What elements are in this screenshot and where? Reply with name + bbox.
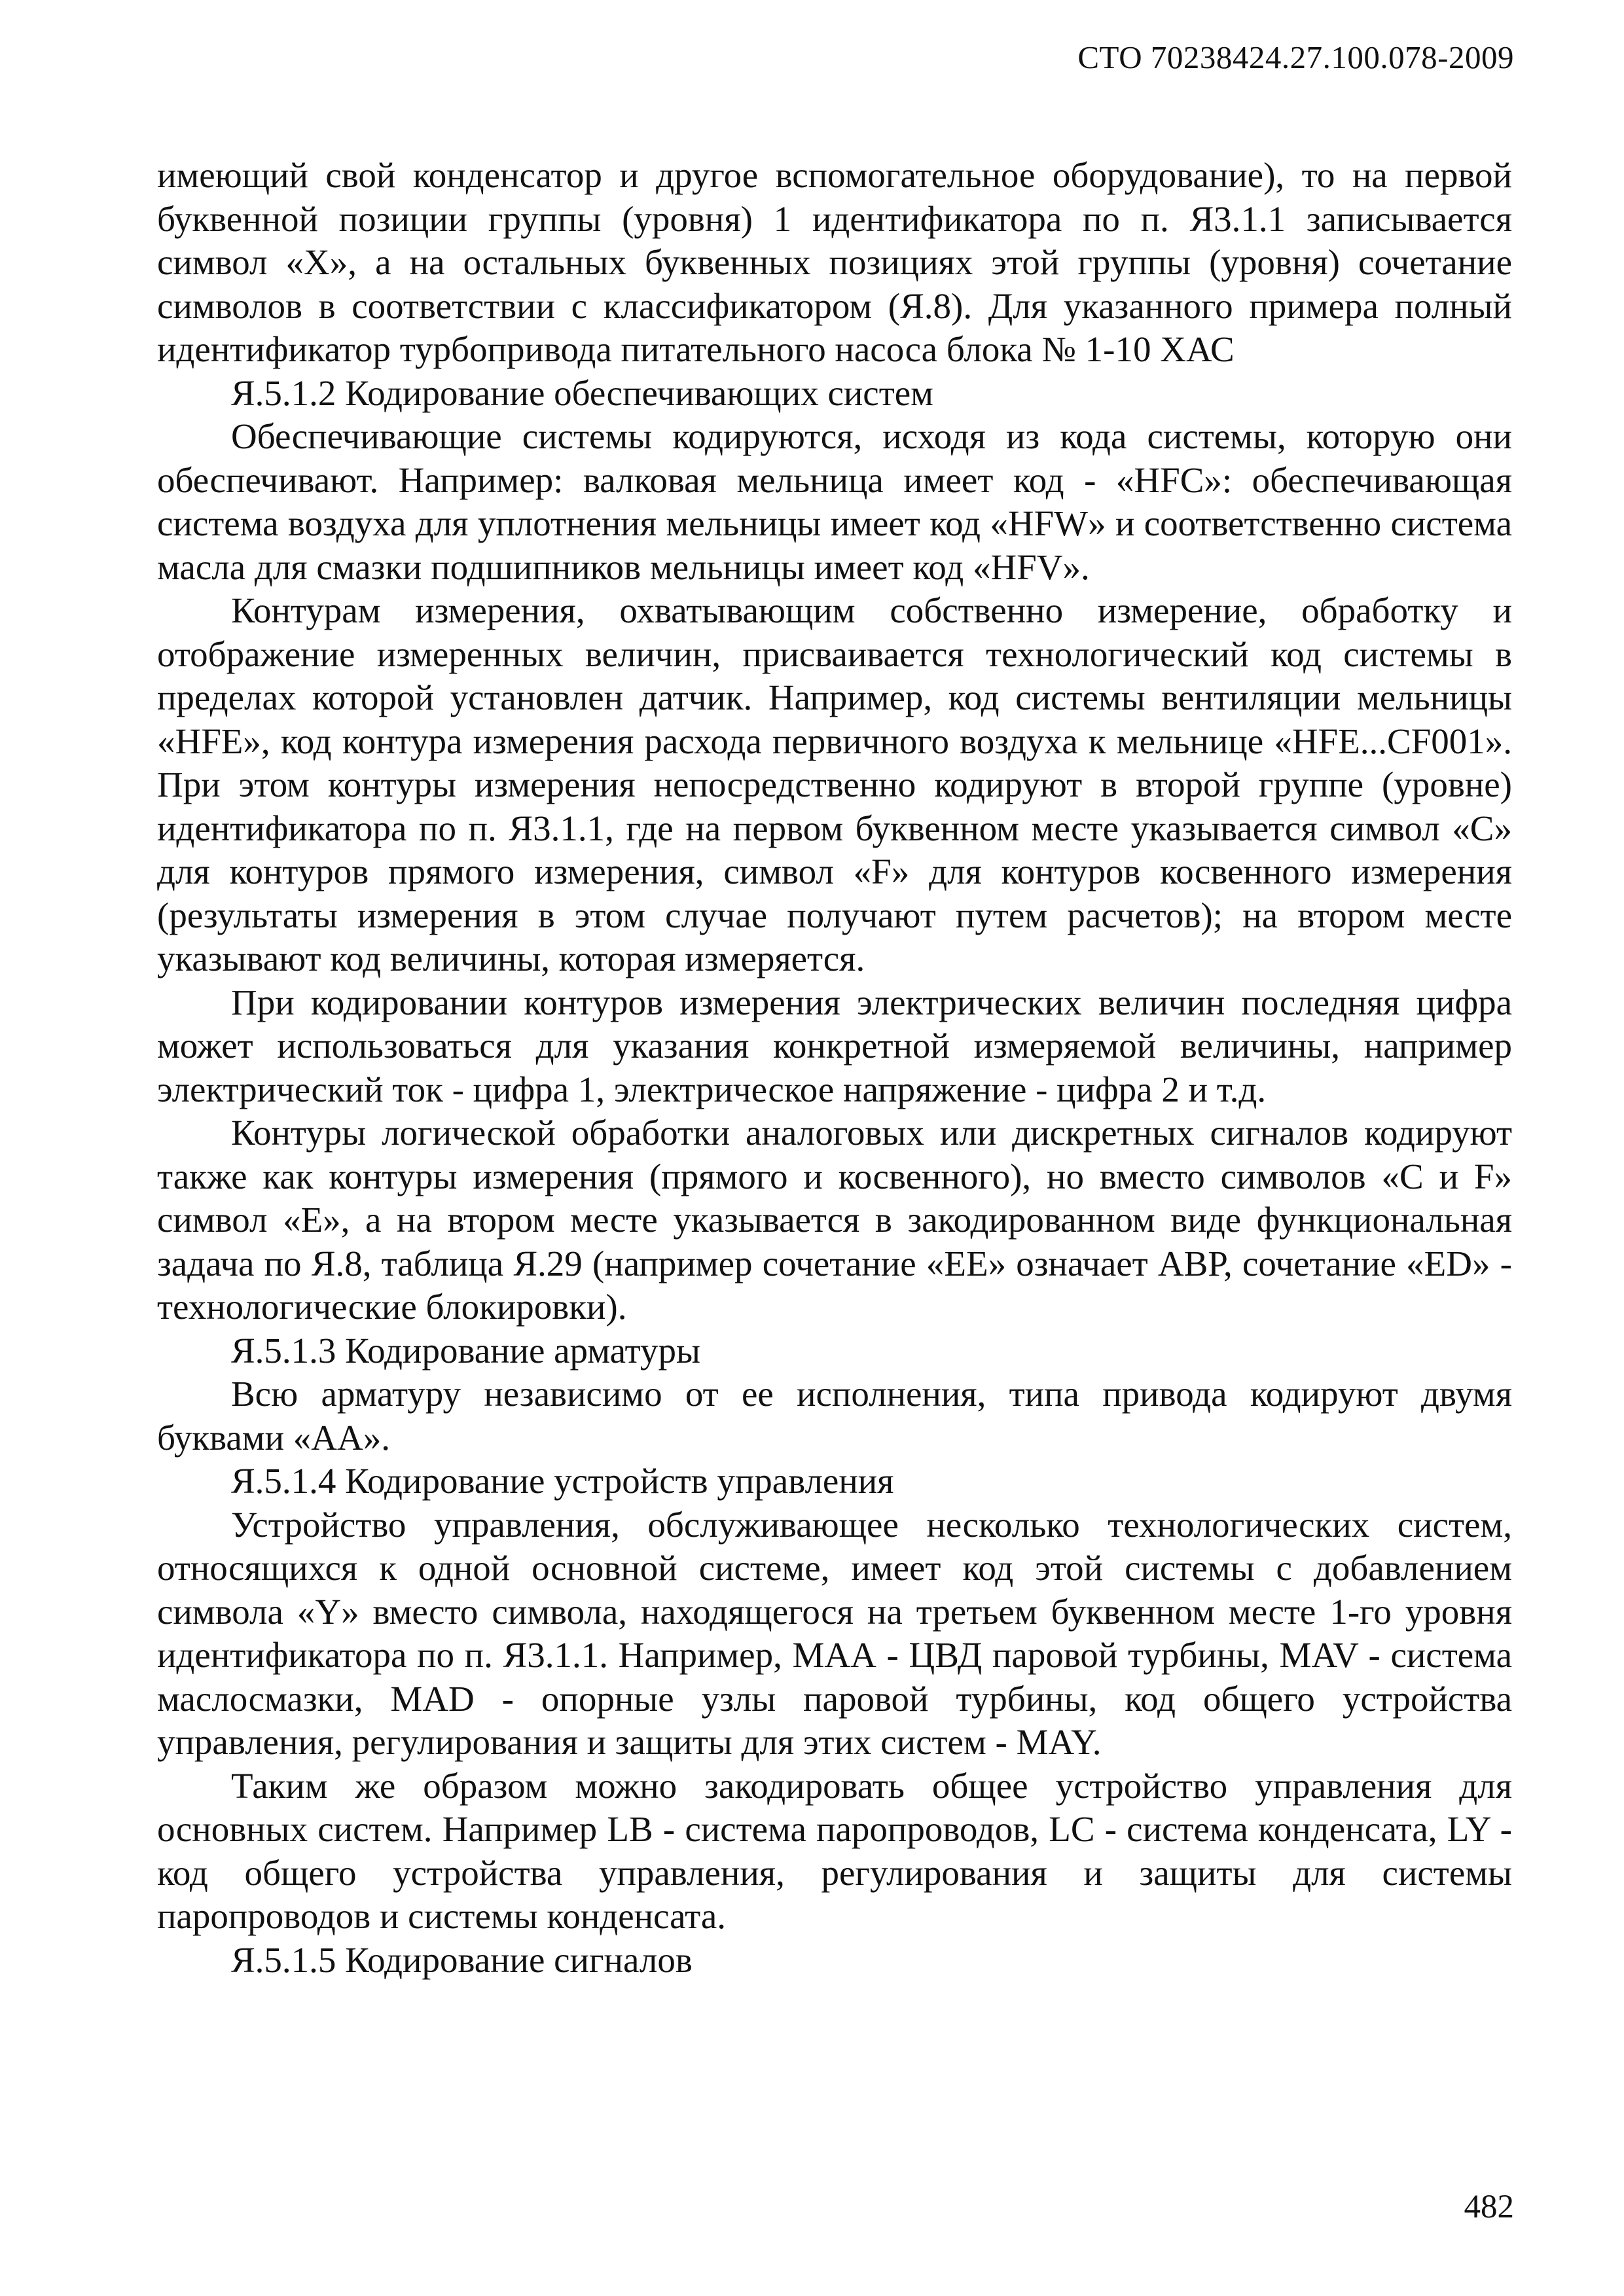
document-code-header: СТО 70238424.27.100.078-2009 [1077,39,1514,75]
section-heading-ya-5-1-2: Я.5.1.2 Кодирование обеспечивающих систем [231,372,933,413]
paragraph-electrical-measurements: При кодировании контуров измерения электрических величин последняя цифра может использоваться для указания конкретной измеряемой величины, например электрический ток - цифра 1, электрическое напряжение - цифра 2 и т.д. [157,982,1512,1109]
section-heading-ya-5-1-5: Я.5.1.5 Кодирование сигналов [231,1939,693,1980]
section-heading-ya-5-1-4: Я.5.1.4 Кодирование устройств управления [231,1461,894,1501]
page-number: 482 [1464,2189,1514,2225]
paragraph-logic-loops: Контуры логической обработки аналоговых или дискретных сигналов кодируют также как контуры измерения (прямого и косвенного), но вместо символов «С и F» символ «Е», а на втором месте указывается в закодированном виде функциональная задача по Я.8, таблица Я.29 (например сочетание «ЕЕ» означает АВР, сочетание «ED» - технологические блокировки). [157,1113,1512,1327]
paragraph-supporting-systems: Обеспечивающие системы кодируются, исходя из кода системы, которую они обеспечивают. Например: валковая мельница имеет код - «HFC»: обеспечивающая система воздуха для уплотнения мельницы имеет код «HFW» и соответственно система масла для смазки подшипников мельницы имеет код «HFV». [157,416,1512,587]
document-body [157,154,1512,1982]
paragraph-valves: Всю арматуру независимо от ее исполнения, типа привода кодируют двумя буквами «АА». [157,1374,1512,1458]
paragraph-measurement-loops: Контурам измерения, охватывающим собственно измерение, обработку и отображение измеренных величин, присваивается технологический код системы в пределах которой установлен датчик. Например, код системы вентиляции мельницы «HFE», код контура измерения расхода первичного воздуха к мельнице «HFE...CF001». При этом контуры измерения непосредственно кодируют в второй группе (уровне) идентификатора по п. Я3.1.1, где на первом буквенном месте указывается символ «С» для контуров прямого измерения, символ «F» для контуров косвенного измерения (результаты измерения в этом случае получают путем расчетов); на втором месте указывают код величины, которая измеряется. [157,590,1512,978]
paragraph-continuation: имеющий свой конденсатор и другое вспомогательное оборудование), то на первой буквенной позиции группы (уровня) 1 идентификатора по п. Я3.1.1 записывается символ «X», а на остальных буквенных позициях этой группы (уровня) сочетание символов в соответствии с классификатором (Я.8). Для указанного примера полный идентификатор турбопривода питательного насоса блока № 1-10 ХАС [157,155,1512,369]
paragraph-common-control: Таким же образом можно закодировать общее устройство управления для основных систем. Например LB - система паропроводов, LC - система конденсата, LY - код общего устройства управления, регулирования и защиты для системы паропроводов и системы конденсата. [157,1765,1512,1936]
section-heading-ya-5-1-3: Я.5.1.3 Кодирование арматуры [231,1330,700,1371]
paragraph-control-devices: Устройство управления, обслуживающее несколько технологических систем, относящихся к одной основной системе, имеет код этой системы с добавлением символа «Y» вместо символа, находящегося на третьем буквенном месте 1-го уровня идентификатора по п. Я3.1.1. Например, МАА - ЦВД паровой турбины, MAV - система маслосмазки, MAD - опорные узлы паровой турбины, код общего устройства управления, регулирования и защиты для этих систем - MAY. [157,1504,1512,1762]
